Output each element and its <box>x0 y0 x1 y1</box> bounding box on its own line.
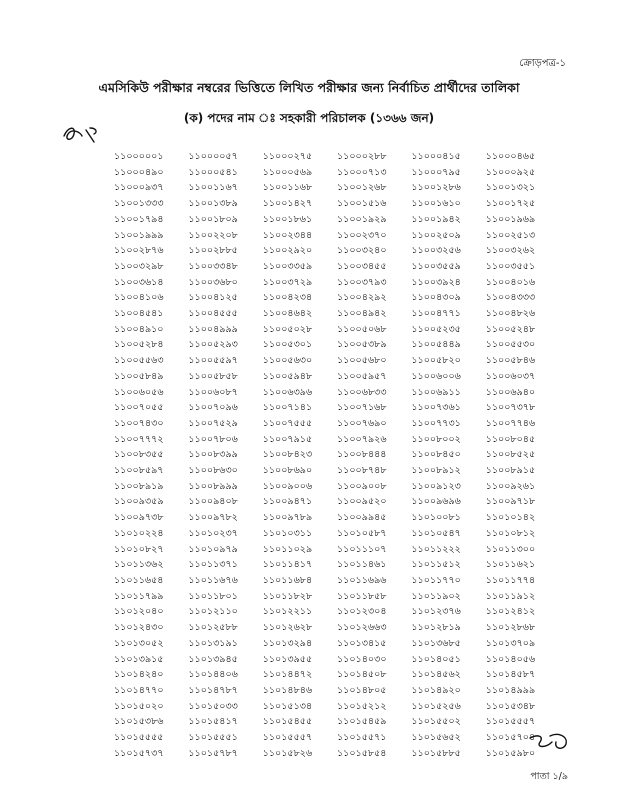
roll-number-cell: ১১০০৫৪৪৯ <box>411 339 461 351</box>
roll-number-cell: ১১০০২৯২০ <box>262 245 313 257</box>
roll-number-cell: ১১০০৭৪৩০ <box>114 417 164 429</box>
roll-number-cell: ১১০০২৩৪৪ <box>262 229 313 241</box>
page-number: পাতা ১/৯ <box>530 771 568 782</box>
roll-number-cell: ১১০০৪৬৪২ <box>262 308 313 320</box>
roll-number-cell: ১১০১০৮১২ <box>485 527 536 539</box>
roll-number-cell: ১১০০৩২৯৮ <box>114 260 164 272</box>
roll-number-cell: ১১০০৯০০৮ <box>337 480 387 492</box>
roll-number-cell: ১১০০৯৪৭১ <box>262 496 313 508</box>
roll-number-cell: ১১০০৯৫২০ <box>337 496 387 508</box>
roll-number-cell: ১১০১৪৭৭০ <box>114 684 164 696</box>
roll-number-cell: ১১০১২৬৬৩ <box>337 622 387 634</box>
roll-number-cell: ১১০০৫২৪৮ <box>485 323 536 335</box>
roll-number-cell: ১১০১৩৪১৫ <box>337 637 387 649</box>
roll-number-cell: ১১০১২৩০৪ <box>337 606 387 618</box>
roll-number-cell: ১১০০১৩২১ <box>485 182 536 194</box>
roll-number-cell: ১১০০১২৬৮ <box>337 182 387 194</box>
roll-number-cell: ১১০০৬৮৩৩ <box>337 386 387 398</box>
roll-number-cell: ১১০০৪২৩৪ <box>262 292 313 304</box>
roll-number-cell: ১১০০৭৩৬১ <box>411 402 461 414</box>
roll-number-cell: ১১০১১৬৭৬ <box>188 574 238 586</box>
roll-number-cell: ১১০০৩৬১৪ <box>114 276 164 288</box>
roll-number-cell: ১১০০২৫১৩ <box>485 229 536 241</box>
roll-number-cell: ১১০১৫৪৫৫ <box>262 716 313 728</box>
roll-number-cell: ১১০১৩৬৮৫ <box>411 637 461 649</box>
roll-number-cell: ১১০০৫৮৪৬ <box>485 355 536 367</box>
roll-number-cell: ১১০০১৯৪২ <box>411 213 461 225</box>
roll-number-cell: ১১০০০৪৯০ <box>114 166 164 178</box>
roll-number-cell: ১১০১৩২৯৪ <box>262 637 313 649</box>
roll-number-cell: ১১০১৫৫৫১ <box>188 732 238 744</box>
roll-number-cell: ১১০০০৫৪১ <box>188 166 238 178</box>
roll-number-cell: ১১০০৮৪৫০ <box>411 449 461 461</box>
annex-label: ক্রোড়পত্র-১ <box>519 58 566 69</box>
signature-mark-footer <box>528 728 572 754</box>
roll-number-cell: ১১০১৪৪০৬ <box>188 669 238 681</box>
roll-number-cell: ১১০০০৭৯৫ <box>411 166 461 178</box>
roll-number-cell: ১১০০৮০০২ <box>411 433 461 445</box>
roll-number-cell: ১১০১৫৫৫৫ <box>114 732 164 744</box>
roll-number-cell: ১১০০৮৯১২ <box>411 465 461 477</box>
roll-number-cell: ১১০০৫৯৫৭ <box>337 370 387 382</box>
roll-number-cell: ১১০১১০২৯ <box>262 543 313 555</box>
roll-number-cell: ১১০০৩২৬২ <box>485 245 536 257</box>
roll-number-cell: ১১০০৮৯১৯ <box>114 480 164 492</box>
roll-number-cell: ১১০০৬৯৪০ <box>485 386 536 398</box>
roll-number-cell: ১১০০৮৯১৫ <box>485 465 536 477</box>
roll-number-cell: ১১০০৭৯১৫ <box>262 433 313 445</box>
roll-number-cell: ১১০০৪৯৯৯ <box>188 323 238 335</box>
roll-number-cell: ১১০০০৪১৫ <box>411 151 461 162</box>
roll-number-cell: ১১০০৯৯৪৫ <box>337 512 387 524</box>
roll-number-cell: ১১০১৫৬৫২ <box>411 732 461 744</box>
roll-number-cell: ১১০০৭৫৫৫ <box>262 417 313 429</box>
roll-number-cell: ১১০১২৮৬৮ <box>485 622 536 634</box>
roll-number-cell: ১১০০৩৩৫৯ <box>262 260 313 272</box>
roll-number-cell: ১১০০৮৯৯৯ <box>188 480 238 492</box>
roll-number-cell: ১১০০৫৩৮৯ <box>337 339 387 351</box>
roll-number-cell: ১১০১১৬৫৪ <box>114 574 164 586</box>
roll-number-cell: ১১০১৪৫৮৭ <box>485 669 536 681</box>
roll-number-cell: ১১০১৫৯৮০ <box>485 747 536 759</box>
roll-number-cell: ১১০০৬৯১১ <box>411 386 461 398</box>
roll-number-cell: ১১০০৭৮০৬ <box>188 433 238 445</box>
roll-number-cell: ১১০১৩৯৪৫ <box>188 653 238 665</box>
roll-number-cell: ১১০০৩৪৫৫ <box>337 260 387 272</box>
roll-number-cell: ১১০০০০৫৭ <box>188 151 238 162</box>
roll-number-cell: ১১০০৪১২৫ <box>188 292 238 304</box>
roll-number-cell: ১১০০৮৪২৩ <box>262 449 313 461</box>
roll-number-cell: ১১০০৪৩০৯ <box>411 292 461 304</box>
roll-number-cell: ১১০০৫২৯৩ <box>188 339 238 351</box>
roll-number-cell: ১১০০৯০০৬ <box>262 480 313 492</box>
roll-number-cell: ১১০১৫০৩৩ <box>188 700 238 712</box>
roll-number-cell: ১১০০৪১০৬ <box>114 292 164 304</box>
roll-number-cell: ১১০১০৮২৭ <box>114 543 164 555</box>
roll-number-cell: ১১০০৫৬৩০ <box>262 355 313 367</box>
roll-number-cell: ১১০১৪৮০৫ <box>337 684 387 696</box>
roll-number-cell: ১১০১৫৮২৬ <box>262 747 313 759</box>
roll-number-cell: ১১০১৪৪৭২ <box>262 669 313 681</box>
roll-number-cell: ১১০১২৪১২ <box>485 606 536 618</box>
roll-number-cell: ১১০১১৭৭৪ <box>485 574 536 586</box>
roll-number-cell: ১১০১১৬৯৬ <box>337 574 387 586</box>
roll-number-cell: ১১০০৪৫৫৫ <box>188 308 238 320</box>
roll-number-cell: ১১০০৪২৯২ <box>337 292 387 304</box>
roll-number-cell: ১১০০৭৩৭৮ <box>485 402 536 414</box>
roll-number-cell: ১১০০৪৮২৬ <box>485 308 536 320</box>
roll-number-cell: ১১০১৫৭৩৭ <box>114 747 164 759</box>
roll-number-cell: ১১০০১৯৬৯ <box>485 213 536 225</box>
roll-number-cell: ১১০০১২৮৬ <box>411 182 461 194</box>
roll-number-cell: ১১০০৭৬৯০ <box>337 417 387 429</box>
roll-number-cell: ১১০১০৩১১ <box>262 527 313 539</box>
roll-number-cell: ১১০০৫৮২০ <box>411 355 461 367</box>
roll-number-cell: ১১০১১১০৭ <box>337 543 387 555</box>
roll-number-cell: ১১০০৬০৩৭ <box>485 370 536 382</box>
roll-number-cell: ১১০১১৮৫৮ <box>337 590 387 602</box>
roll-number-cell: ১১০১৫৭৮৭ <box>188 747 238 759</box>
roll-number-cell: ১১০০০৯২৫ <box>485 166 536 178</box>
roll-number-cell: ১১০১৩০৫২ <box>114 637 164 649</box>
roll-number-cell: ১১০০৯১২৩ <box>411 480 461 492</box>
roll-number-cell: ১১০১২৮১৯ <box>411 622 461 634</box>
roll-number-cell: ১১০০৪৯১০ <box>114 323 164 335</box>
roll-number-cell: ১১০১০২৩৭ <box>188 527 238 539</box>
roll-number-cell: ১১০১৪৭৮৭ <box>188 684 238 696</box>
roll-number-cell: ১১০১৫৩৪৮ <box>485 700 536 712</box>
roll-number-cell: ১১০০৫০৬৮ <box>337 323 387 335</box>
roll-number-cell: ১১০০৭০৫৫ <box>114 402 164 414</box>
roll-number-cell: ১১০০২৮৭৬ <box>114 245 164 257</box>
roll-number-cell: ১১০০১৮৬১ <box>262 213 313 225</box>
roll-number-cell: ১১০১৫২১২ <box>337 700 387 712</box>
roll-number-cell: ১১০০২৮৮৫ <box>188 245 238 257</box>
roll-number-cell: ১১০১০২২৪ <box>114 527 164 539</box>
roll-number-cell: ১১০০৭৫২৯ <box>188 417 238 429</box>
roll-number-cell: ১১০০২৩৭০ <box>337 229 387 241</box>
roll-number-cell: ১১০০০৭১৩ <box>337 166 387 178</box>
roll-number-cell: ১১০০৫৬৮০ <box>337 355 387 367</box>
roll-number-cell: ১১০১১৪১৭ <box>262 559 313 571</box>
roll-number-cell: ১১০১১৪৬১ <box>337 559 387 571</box>
roll-number-cell: ১১০০৪০১৬ <box>485 276 536 288</box>
roll-number-cell: ১১০১১৩৭১ <box>188 559 238 571</box>
roll-number-cell: ১১০১১৯০২ <box>411 590 461 602</box>
roll-number-cell: ১১০১০৫৪৭ <box>411 527 461 539</box>
roll-number-cell: ১১০১৩৯১৫ <box>114 653 164 665</box>
roll-number-cell: ১১০০৭৭৭২ <box>114 433 164 445</box>
roll-number-cell: ১১০১৫৭০৪ <box>485 732 536 744</box>
roll-number-cell: ১১০০১৩৮৯ <box>188 198 238 210</box>
roll-number-cell: ১১০০৬০৮৭ <box>188 386 238 398</box>
roll-number-cell: ১১০১১৮২৮ <box>262 590 313 602</box>
roll-number-cell: ১১০০৮৫৯৭ <box>114 465 164 477</box>
roll-number-cell: ১১০০১৩৩৩ <box>114 198 164 210</box>
roll-number-cell: ১১০১৫৫০২ <box>411 716 461 728</box>
roll-number-cell: ১১০১৫০২০ <box>114 700 164 712</box>
roll-number-cell: ১১০০৭৭৩১ <box>411 417 461 429</box>
roll-number-cell: ১১০০৬০০৬ <box>411 370 461 382</box>
roll-number-cell: ১১০১২৩৭৬ <box>411 606 461 618</box>
document-title: এমসিকিউ পরীক্ষার নম্বরের ভিত্তিতে লিখিত পরীক্ষার জন্য নির্বাচিত প্রার্থীদের তালিকা <box>98 80 520 95</box>
roll-number-cell: ১১০১১৭৯৯ <box>114 590 164 602</box>
roll-number-cell: ১১০০৫৮৫৮ <box>188 370 238 382</box>
roll-number-cell: ১১০০৭১৪১ <box>262 402 313 414</box>
roll-number-cell: ১১০০৪৭৭১ <box>411 308 461 320</box>
roll-number-cell: ১১০০৫০২৮ <box>262 323 313 335</box>
roll-number-cell: ১১০০৪৯৪২ <box>337 308 387 320</box>
roll-number-cell: ১১০০১১৬৭ <box>188 182 238 194</box>
roll-number-cell: ১১০১৫১৩৪ <box>262 700 313 712</box>
roll-number-cell: ১১০০৪৫৪১ <box>114 308 164 320</box>
roll-number-cell: ১১০০৮৬৯০ <box>262 465 313 477</box>
roll-number-cell: ১১০০৫৯৪৮ <box>262 370 313 382</box>
roll-number-cell: ১১০১২৪৩০ <box>114 622 164 634</box>
roll-number-cell: ১১০০৫৫৯৭ <box>188 355 238 367</box>
roll-number-cell: ১১০১১৩০০ <box>485 543 536 555</box>
roll-number-cell: ১১০১৪৯৯৯ <box>485 684 536 696</box>
roll-number-cell: ১১০০৭৯২৬ <box>337 433 387 445</box>
roll-number-cell: ১১০০৩২৫৬ <box>411 245 461 257</box>
roll-number-cell: ১১০১৫৫৫৭ <box>485 716 536 728</box>
roll-number-cell: ১১০১২৫৮৮ <box>188 622 238 634</box>
roll-number-cell: ১১০১১৬২১ <box>485 559 536 571</box>
roll-number-cell: ১১০০৯৩৫৯ <box>114 496 164 508</box>
roll-number-cell: ১১০০১৭২৫ <box>485 198 536 210</box>
roll-number-cell: ১১০১৫৮৫৪ <box>337 747 387 759</box>
roll-number-cell: ১১০০০৯৩৭ <box>114 182 164 194</box>
roll-number-cell: ১১০০১৬১০ <box>411 198 461 210</box>
roll-number-cell: ১১০১৫৫৫৭ <box>262 732 313 744</box>
roll-number-cell: ১১০০৩৬৮০ <box>188 276 238 288</box>
roll-number-cell: ১১০০০২৭৫ <box>262 151 313 162</box>
roll-number-cell: ১১০০০০০১ <box>114 151 164 162</box>
roll-number-cell: ১১০০২৫০৯ <box>411 229 461 241</box>
roll-number-cell: ১১০০৮৩৫৫ <box>114 449 164 461</box>
roll-number-cell: ১১০০৭৭৪৬ <box>485 417 536 429</box>
roll-number-cell: ১১০০৮৫২৫ <box>485 449 536 461</box>
roll-number-cell: ১১০১৫২৫৬ <box>411 700 461 712</box>
roll-number-cell: ১১০০৮৩৯৯ <box>188 449 238 461</box>
roll-number-cell: ১১০১৫৩৮৬ <box>114 716 164 728</box>
roll-number-cell: ১১০০৫২৮৪ <box>114 339 164 351</box>
roll-number-cell: ১১০১১৬৮৪ <box>262 574 313 586</box>
roll-number-cell: ১১০০০৫৬৯ <box>262 166 313 178</box>
roll-number-cell: ১১০০০৪৬৫ <box>485 151 536 162</box>
roll-number-cell: ১১০০৫৮৪৯ <box>114 370 164 382</box>
roll-number-cell: ১১০০৩৫৫১ <box>485 260 536 272</box>
roll-number-cell: ১১০১১৭৭০ <box>411 574 461 586</box>
roll-number-cell: ১১০০১৫১৬ <box>337 198 387 210</box>
roll-number-cell: ১১০০৯৭৮২ <box>188 512 238 524</box>
roll-number-cell: ১১০১০৫৮৭ <box>337 527 387 539</box>
roll-number-cell: ১১০১৪৫০৮ <box>337 669 387 681</box>
roll-number-cell: ১১০১৫৮৮৫ <box>411 747 461 759</box>
post-name-subtitle: (ক) পদের নাম ঃ সহকারী পরিচালক (১৩৬৬ জন) <box>183 111 435 125</box>
roll-number-cell: ১১০১৫৪১৭ <box>188 716 238 728</box>
roll-number-cell: ১১০০৫৫৬৩ <box>114 355 164 367</box>
roll-number-cell: ১১০০৫৫৩০ <box>485 339 536 351</box>
roll-number-cell: ১১০০৮৬৩০ <box>188 465 238 477</box>
roll-number-cell: ১১০০৩২৪০ <box>337 245 387 257</box>
roll-number-cell: ১১০০১৯৯৯ <box>114 229 164 241</box>
roll-number-table <box>114 149 560 759</box>
roll-number-cell: ১১০১২১১০ <box>188 606 238 618</box>
roll-number-cell: ১১০১৪৮৪৬ <box>262 684 313 696</box>
roll-number-cell: ১১০০১৯২৯ <box>337 213 387 225</box>
roll-number-cell: ১১০০৩৯২৪ <box>411 276 461 288</box>
roll-number-cell: ১১০০৯৬৯৬ <box>411 496 461 508</box>
roll-number-cell: ১১০১০১৪২ <box>485 512 536 524</box>
roll-number-cell: ১১০১৪০৫১ <box>411 653 461 665</box>
roll-number-cell: ১১০০৯৪০৮ <box>188 496 238 508</box>
roll-number-cell: ১১০১০০৮১ <box>411 512 461 524</box>
roll-number-cell: ১১০০৮০৪৫ <box>485 433 536 445</box>
roll-number-cell: ১১০১৪৫৬২ <box>411 669 461 681</box>
roll-number-cell: ১১০১৫৪৫৯ <box>337 716 387 728</box>
roll-number-cell: ১১০০৮৪৪৪ <box>337 449 387 461</box>
roll-number-cell: ১১০০০২৮৮ <box>337 151 387 162</box>
roll-number-cell: ১১০১১৯১২ <box>485 590 536 602</box>
roll-number-cell: ১১০০৪৩৩৩ <box>485 292 536 304</box>
roll-number-cell: ১১০১১২২২ <box>411 543 461 555</box>
roll-number-cell: ১১০১৪০৫৬ <box>485 653 536 665</box>
roll-number-cell: ১১০০২২০৮ <box>188 229 238 241</box>
roll-number-cell: ১১০১৪০৩০ <box>337 653 387 665</box>
roll-number-cell: ১১০০৭০৯৬ <box>188 402 238 414</box>
roll-number-cell: ১১০০৫২৩৫ <box>411 323 461 335</box>
roll-number-cell: ১১০১৪৯২০ <box>411 684 461 696</box>
roll-number-cell: ১১০১৩৯৫৫ <box>262 653 313 665</box>
roll-number-cell: ১১০০১৪২৭ <box>262 198 313 210</box>
roll-number-cell: ১১০১২৬২৮ <box>262 622 313 634</box>
roll-number-cell: ১১০০১১৬৮ <box>262 182 313 194</box>
roll-number-cell: ১১০০৩৭২৯ <box>262 276 313 288</box>
roll-number-cell: ১১০১৫৫৭১ <box>337 732 387 744</box>
roll-number-cell: ১১০০১৭৯৪ <box>114 213 164 225</box>
roll-number-cell: ১১০১১৫১২ <box>411 559 461 571</box>
roll-number-cell: ১১০১১৩৬২ <box>114 559 164 571</box>
roll-number-cell: ১১০০৯৭৮৯ <box>262 512 313 524</box>
roll-number-cell: ১১০০৭১৬৮ <box>337 402 387 414</box>
roll-number-cell: ১১০০৯২৬১ <box>485 480 536 492</box>
signature-mark <box>60 122 120 148</box>
roll-number-cell: ১১০০৩৫৫৯ <box>411 260 461 272</box>
roll-number-cell: ১১০০৩৩৪৮ <box>188 260 238 272</box>
roll-number-cell: ১১০১১৮০১ <box>188 590 238 602</box>
roll-number-cell: ১১০১০৯৭৯ <box>188 543 238 555</box>
roll-number-cell: ১১০০৬০৫৬ <box>114 386 164 398</box>
roll-number-cell: ১১০০৯৭১৮ <box>485 496 536 508</box>
roll-number-cell: ১১০০১৮০৯ <box>188 213 238 225</box>
roll-number-cell: ১১০০৯৭৩৮ <box>114 512 164 524</box>
roll-number-cell: ১১০০৬৩৯৬ <box>262 386 313 398</box>
roll-number-cell: ১১০০৫৩০১ <box>262 339 313 351</box>
roll-number-cell: ১১০১৩৭০৯ <box>485 637 536 649</box>
roll-number-cell: ১১০০৮৭৪৮ <box>337 465 387 477</box>
roll-number-cell: ১১০০৩৭৯৩ <box>337 276 387 288</box>
roll-number-cell: ১১০১৩১৯১ <box>188 637 238 649</box>
roll-number-cell: ১১০১২২১১ <box>262 606 313 618</box>
roll-number-cell: ১১০১৪২৪০ <box>114 669 164 681</box>
roll-number-cell: ১১০১২০৪০ <box>114 606 164 618</box>
